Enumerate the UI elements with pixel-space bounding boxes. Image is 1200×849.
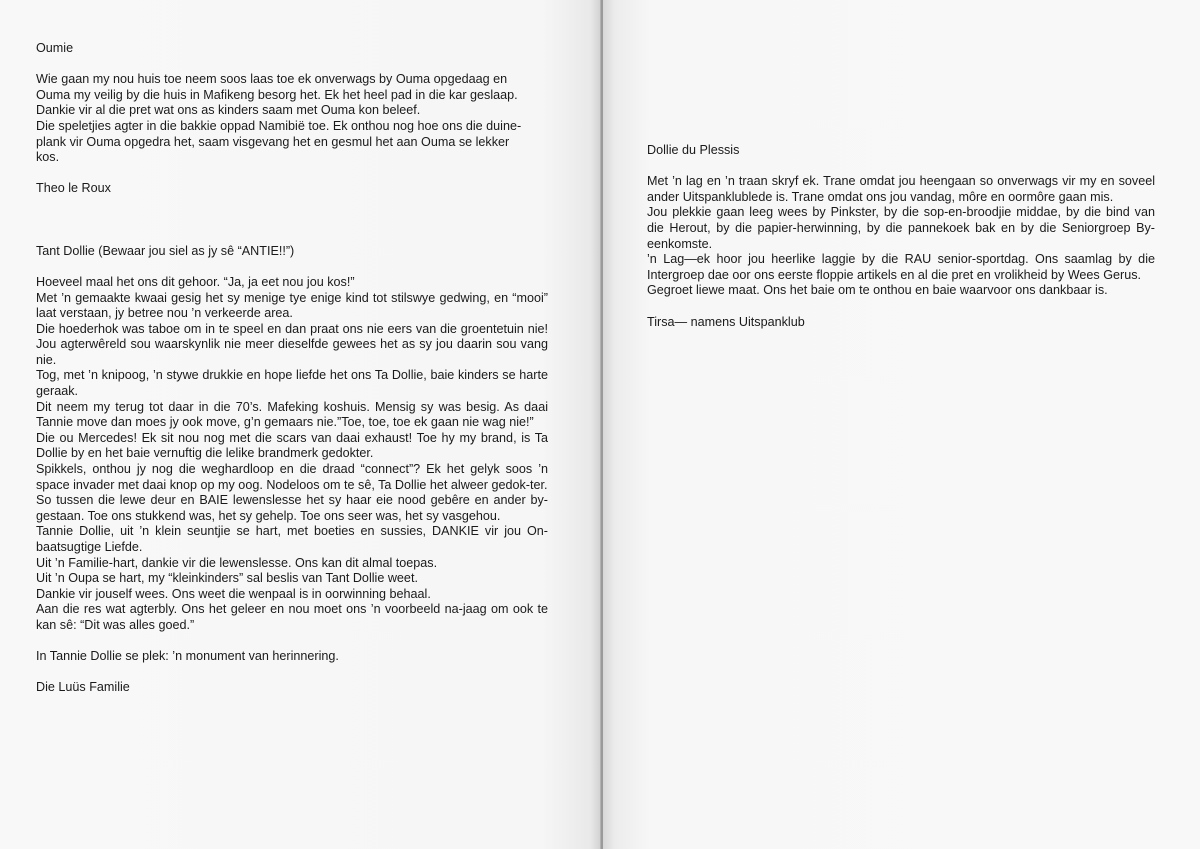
right-paragraph: ’n Lag—ek hoor jou heerlike laggie by die RAU senior-sportdag. Ons saamlag by die Intergroep dae oor ons eerste floppie artikels en al die pret en vrolikheid by Wees Gerus. [647,252,1155,282]
dollie-tribute [36,275,548,634]
right-signature: Tirsa— namens Uitspanklub [647,314,805,329]
dollie-paragraph: Dankie vir jouself wees. Ons weet die wenpaal is in oorwinning behaal. [36,586,431,601]
oumie-signature: Theo le Roux [36,181,111,196]
oumie-line: plank vir Ouma opgedra het, saam visgevang het en gesmul het aan Ouma se lekker [36,134,510,149]
right-tribute [647,174,1155,299]
dollie-paragraph: Aan die res wat agterbly. Ons het geleer en nou moet ons ’n voorbeeld na-jaag om ook te kan sê: “Dit was alles goed.” [36,602,548,632]
right-paragraph: Gegroet liewe maat. Ons het baie om te onthou en baie waarvoor ons dankbaar is. [647,283,1108,298]
dollie-paragraph: Hoeveel maal het ons dit gehoor. “Ja, ja eet nou jou kos!” [36,274,355,289]
dollie-paragraph: Dit neem my terug tot daar in die 70’s. Mafeking koshuis. Mensig sy was besig. As daai Tannie move dan moes jy ook move, g’n gemaars nie.”Toe, toe, toe ek gaan nie wag nie!” [36,399,548,430]
dollie-paragraph: Spikkels, onthou jy nog die weghardloop en die draad “connect”? Ek het gelyk soos ’n space invader met daai knop op my oog. Nodeloos om te sê, Ta Dollie het alweer gedok-ter. [36,462,548,492]
dollie-paragraph: Tog, met ’n knipoog, ’n stywe drukkie en hope liefde het ons Ta Dollie, baie kinders se harte geraak. [36,368,548,399]
right-heading: Dollie du Plessis [647,143,740,157]
dollie-heading: Tant Dollie (Bewaar jou siel as jy sê “ANTIE!!”) [36,243,295,258]
dollie-paragraph: Uit ’n Oupa se hart, my “kleinkinders” sal beslis van Tant Dollie weet. [36,571,418,586]
right-page-text [647,143,1155,330]
dollie-paragraph: Die ou Mercedes! Ek sit nou nog met die scars van daai exhaust! Toe hy my brand, is Ta Dollie by en het baie vernuftig die lelike brandmerk gedokter. [36,430,548,461]
dollie-signature: Die Luüs Familie [36,680,130,695]
right-paragraph: Met ’n lag en ’n traan skryf ek. Trane omdat jou heengaan so onverwags vir my en soveel ander Uitspanklublede is. Trane omdat ons jou vandag, môre en oormôre gaan mis. [647,174,1155,204]
right-page [603,0,1200,849]
dollie-paragraph: Met ’n gemaakte kwaai gesig het sy menige tye enige kind tot stilswye gedwing, en “mooi” laat verstaan, jy betree nou ’n verkeerde area. [36,290,548,321]
oumie-line: Ouma my veilig by die huis in Mafikeng besorg het. Ek het heel pad in die kar geslaap. [36,87,518,102]
right-paragraph: Jou plekkie gaan leeg wees by Pinkster, by die sop-en-broodjie middae, by die bind van die Herout, by die papier-herwinning, by die pannekoek bak en by die Seniorgroep By-eenkomste. [647,205,1155,251]
oumie-heading: Oumie [36,41,74,55]
oumie-line: Dankie vir al die pret wat ons as kinders saam met Ouma kon beleef. [36,103,421,118]
oumie-line: kos. [36,150,60,165]
oumie-line: Die speletjies agter in die bakkie oppad Namibië toe. Ek onthou nog hoe ons die duine- [36,118,522,133]
dollie-paragraph: Die hoederhok was taboe om in te speel en dan praat ons nie eers van die groentetuin nie! Jou agterwêreld sou waarskynlik nie meer dieselfde gewees het as sy jou daarin sou vang nie. [36,321,548,367]
dollie-paragraph: So tussen die lewe deur en BAIE lewenslesse het sy haar eie nood gebêre en ander by-gestaan. Toe ons stukkend was, het sy gehelp. Toe ons seer was, het sy vasgehou. [36,493,548,523]
dollie-paragraph: Uit ’n Familie-hart, dankie vir die lewenslesse. Ons kan dit almal toepas. [36,555,438,570]
oumie-tribute [36,72,548,166]
oumie-line: Wie gaan my nou huis toe neem soos laas toe ek onverwags by Ouma opgedaag en [36,72,508,87]
dollie-closing: In Tannie Dollie se plek: ’n monument van herinnering. [36,649,339,664]
left-page-text [36,41,548,696]
dollie-paragraph: Tannie Dollie, uit ’n klein seuntjie se hart, met boeties en sussies, DANKIE vir jou On-baatsugtige Liefde. [36,524,548,554]
